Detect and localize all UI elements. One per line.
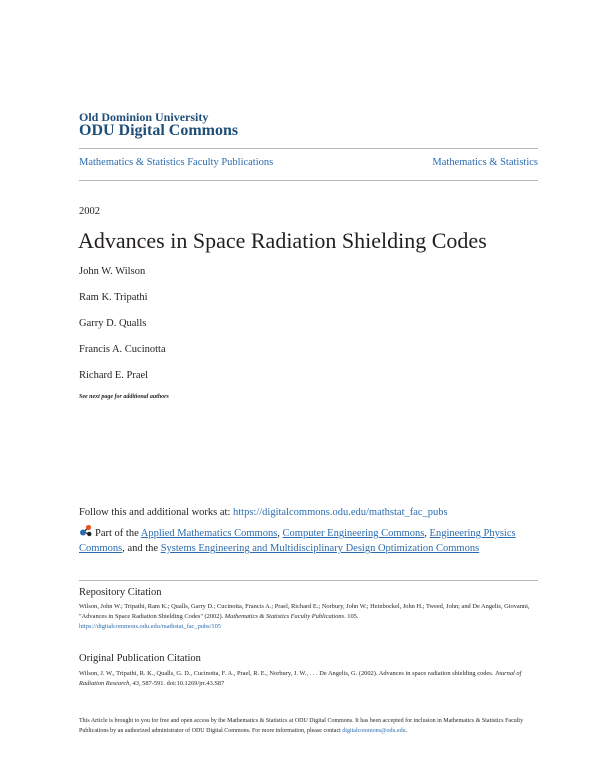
author-name: John W. Wilson [79, 266, 146, 277]
author-name: Ram K. Tripathi [79, 292, 148, 303]
original-citation-text [79, 669, 538, 689]
separator: , [424, 528, 430, 539]
citation-suffix: , 587-591. doi:10.1269/jrr.43.S87 [138, 680, 225, 687]
citation-text: Wilson, J. W., Tripathi, R. K., Qualls, G. D., Cucinotta, F. A., Prael, R. E., Norbury, J. W., . . . De Angelis, G. (2002). Advances in space radiation shielding codes. [79, 670, 495, 677]
author-name: Garry D. Qualls [79, 318, 147, 329]
part-of-commons [79, 524, 519, 556]
article-title: Advances in Space Radiation Shielding Codes [78, 228, 487, 253]
article-url-link[interactable]: https://digitalcommons.odu.edu/mathstat_fac_pubs/105 [79, 623, 221, 630]
systems-engineering-commons-link[interactable]: Systems Engineering and Multidisciplinary Design Optimization Commons [160, 543, 480, 554]
citation-text: Wilson, John W.; Tripathi, Ram K.; Qualls, Garry D.; Cucinotta, Francis A.; Prael, Richard E.; Norbury, John W.; Heinbockel, John H.; Tweed, John; and De Angelis, Giovanni, "Advances in Space Radiation Shielding Codes" (2002). [79, 603, 530, 620]
divider [79, 580, 538, 581]
repository-citation-heading: Repository Citation [79, 587, 162, 598]
repository-citation-text [79, 602, 538, 632]
contact-email-link[interactable]: digitalcommons@odu.edu [342, 728, 406, 734]
access-notice [79, 716, 538, 736]
department-link[interactable]: Mathematics & Statistics [432, 157, 538, 168]
collection-url-link[interactable]: https://digitalcommons.odu.edu/mathstat_fac_pubs [233, 507, 448, 518]
citation-suffix: . 105. [344, 613, 359, 620]
author-name: Francis A. Cucinotta [79, 344, 166, 355]
notice-end: . [405, 728, 408, 734]
divider [79, 180, 538, 181]
notice-text: This Article is brought to you for free and open access by the Mathematics & Statistics at ODU Digital Commons. It has been accepted for inclusion in Mathematics & Statistics Faculty Publications by an authorized administrator of ODU Digital Commons. For more information, please contact [79, 718, 524, 734]
computer-engineering-commons-link[interactable]: Computer Engineering Commons [282, 528, 425, 539]
author-name: Richard E. Prael [79, 370, 149, 381]
additional-authors-note: See next page for additional authors [79, 394, 169, 400]
follow-text: Follow this and additional works at: [79, 507, 233, 518]
separator: , and the [122, 543, 161, 554]
network-icon [79, 524, 92, 542]
university-name: Old Dominion University [79, 110, 209, 124]
citation-journal: Mathematics & Statistics Faculty Publications [224, 613, 345, 620]
part-of-prefix: Part of the [95, 528, 141, 539]
collection-link[interactable]: Mathematics & Statistics Faculty Publications [79, 157, 274, 168]
separator: , [277, 528, 283, 539]
publication-year: 2002 [79, 206, 100, 217]
applied-math-commons-link[interactable]: Applied Mathematics Commons [140, 528, 278, 539]
follow-line [79, 507, 448, 518]
divider [79, 148, 538, 149]
repository-name[interactable]: ODU Digital Commons [79, 122, 239, 139]
citation-journal: Journal of Radiation Research, 43 [79, 670, 522, 687]
original-citation-heading: Original Publication Citation [79, 653, 201, 664]
engineering-physics-commons-link[interactable]: Engineering Physics Commons [79, 528, 516, 554]
